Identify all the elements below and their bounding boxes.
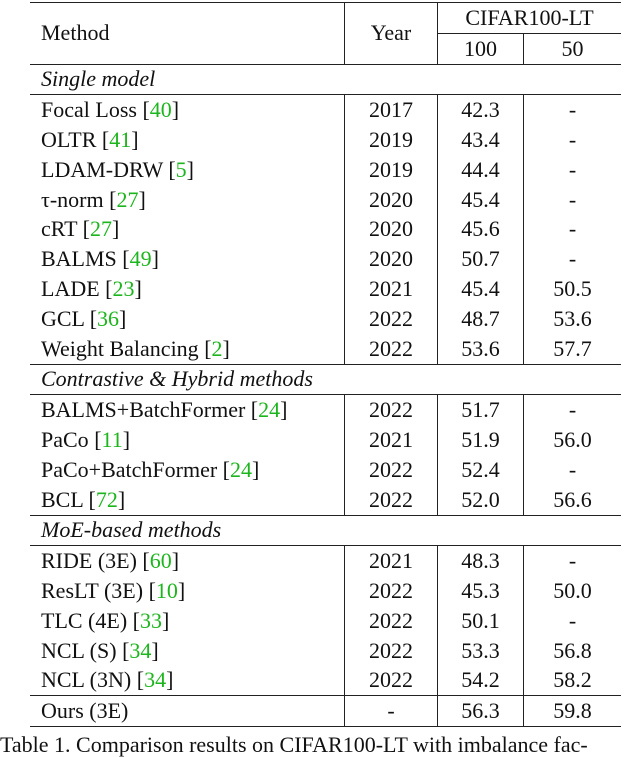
method-name: Focal Loss [41,97,137,123]
value-50-cell: 50.0 [524,576,622,606]
method-name: Weight Balancing [41,335,199,361]
year-cell: 2021 [345,546,438,576]
table-row [30,125,621,155]
citation-ref: 40 [149,97,172,123]
year-cell: 2022 [345,666,438,696]
method-cell: OLTR [41] [41,127,139,153]
citation-ref: 41 [109,127,132,153]
value-50-cell: - [524,125,622,155]
ours-value-100-cell: 56.3 [438,696,524,727]
method-name: ResLT (3E) [41,578,144,604]
table-row [30,666,621,696]
value-100-cell: 45.3 [438,576,524,606]
table-row [30,274,621,304]
value-50-cell: - [524,95,622,125]
table-row [30,636,621,666]
value-100-cell: 51.9 [438,425,524,455]
ours-row [30,696,621,727]
citation-ref: 24 [230,456,252,482]
method-cell: τ-norm [27] [41,186,146,212]
method-name: τ-norm [41,186,104,212]
value-100-cell: 44.4 [438,155,524,185]
value-100-cell: 45.6 [438,215,524,245]
results-table [30,2,621,727]
method-cell: GCL [36] [41,305,127,331]
citation-ref: 2 [211,335,223,361]
table-row [30,155,621,185]
value-50-cell: - [524,244,622,274]
ours-year-cell: - [345,696,438,727]
method-name: BCL [41,486,83,512]
table-row [30,95,621,125]
year-cell: 2022 [345,606,438,636]
header-col-100: 100 [438,33,524,64]
value-100-cell: 43.4 [438,125,524,155]
table-row [30,334,621,364]
method-name: RIDE (3E) [41,548,137,574]
year-cell: 2019 [345,155,438,185]
table-row [30,425,621,455]
value-50-cell: - [524,215,622,245]
year-cell: 2017 [345,95,438,125]
method-cell: cRT [27] [41,216,120,242]
table-row [30,546,621,576]
method-cell: BALMS [49] [41,246,159,272]
citation-ref: 34 [144,667,167,693]
method-cell: LADE [23] [41,276,142,302]
year-cell: 2020 [345,185,438,215]
citation-ref: 49 [129,246,152,272]
method-name: BALMS [41,246,117,272]
value-50-cell: 56.8 [524,636,622,666]
value-100-cell: 53.6 [438,334,524,364]
method-cell: RIDE (3E) [60] [41,548,180,574]
method-name: BALMS+BatchFormer [41,397,246,423]
value-50-cell: - [524,455,622,485]
value-50-cell: 58.2 [524,666,622,696]
value-100-cell: 51.7 [438,395,524,425]
table-caption: Table 1. Comparison results on CIFAR100-LT with imbalance fac- [0,732,588,757]
table-row [30,485,621,515]
value-100-cell: 45.4 [438,185,524,215]
value-50-cell: - [524,546,622,576]
value-100-cell: 50.7 [438,244,524,274]
table-row [30,576,621,606]
value-100-cell: 42.3 [438,95,524,125]
section-title: MoE-based methods [41,517,222,543]
section-header-row [30,364,621,395]
method-name: OLTR [41,127,97,153]
results-table-body [30,3,621,727]
year-cell: 2022 [345,485,438,515]
value-50-cell: 53.6 [524,304,622,334]
method-cell: NCL (3N) [34] [41,667,174,693]
table-row [30,606,621,636]
value-100-cell: 52.4 [438,455,524,485]
year-cell: 2020 [345,215,438,245]
method-name: LADE [41,276,100,302]
value-50-cell: - [524,606,622,636]
citation-ref: 5 [175,156,187,182]
year-cell: 2021 [345,425,438,455]
year-cell: 2022 [345,636,438,666]
value-100-cell: 48.3 [438,546,524,576]
method-cell: LDAM-DRW [5] [41,156,194,182]
method-cell: NCL (S) [34] [41,637,159,663]
method-cell: TLC (4E) [33] [41,607,170,633]
value-100-cell: 45.4 [438,274,524,304]
citation-ref: 24 [258,397,281,423]
method-name: PaCo+BatchFormer [41,456,218,482]
method-cell: Weight Balancing [2] [41,335,230,361]
year-cell: 2022 [345,576,438,606]
table-row [30,395,621,425]
citation-ref: 33 [139,607,162,633]
value-50-cell: 56.0 [524,425,622,455]
ours-value-50-cell: 59.8 [524,696,622,727]
citation-ref: 36 [97,305,120,331]
method-name: TLC (4E) [41,607,128,633]
header-col-50: 50 [524,33,622,64]
method-name: cRT [41,216,78,242]
table-row [30,185,621,215]
year-cell: 2022 [345,395,438,425]
method-cell: PaCo+BatchFormer [24] [41,456,260,482]
year-cell: 2019 [345,125,438,155]
year-cell: 2021 [345,274,438,304]
method-name: GCL [41,305,85,331]
value-50-cell: - [524,185,622,215]
citation-ref: 34 [129,637,152,663]
value-100-cell: 50.1 [438,606,524,636]
section-header-row [30,64,621,95]
header-dataset: CIFAR100-LT [438,3,622,34]
value-100-cell: 48.7 [438,304,524,334]
citation-ref: 23 [112,276,135,302]
header-row [30,3,621,34]
method-name: LDAM-DRW [41,156,163,182]
citation-ref: 27 [116,186,139,212]
year-cell: 2022 [345,304,438,334]
section-title: Contrastive & Hybrid methods [41,366,313,392]
method-name: PaCo [41,427,89,453]
method-cell: BALMS+BatchFormer [24] [41,397,288,423]
value-50-cell: 50.5 [524,274,622,304]
year-cell: 2022 [345,455,438,485]
header-method: Method [41,20,110,46]
year-cell: 2022 [345,334,438,364]
citation-ref: 27 [90,216,112,242]
citation-ref: 72 [95,486,118,512]
table-row [30,215,621,245]
table-row [30,304,621,334]
citation-ref: 11 [101,427,123,453]
table-row [30,244,621,274]
value-50-cell: 56.6 [524,485,622,515]
method-cell: BCL [72] [41,486,126,512]
method-name: NCL (3N) [41,667,132,693]
year-cell: 2020 [345,244,438,274]
table-row [30,455,621,485]
section-header-row [30,515,621,546]
method-name: NCL (S) [41,637,117,663]
value-100-cell: 54.2 [438,666,524,696]
method-cell: Focal Loss [40] [41,97,180,123]
value-100-cell: 53.3 [438,636,524,666]
value-50-cell: - [524,155,622,185]
method-cell: PaCo [11] [41,427,131,453]
header-year: Year [345,3,438,65]
citation-ref: 60 [149,548,172,574]
value-50-cell: - [524,395,622,425]
ours-method-cell: Ours (3E) [41,698,129,724]
citation-ref: 10 [155,578,178,604]
value-50-cell: 57.7 [524,334,622,364]
section-title: Single model [41,66,156,92]
value-100-cell: 52.0 [438,485,524,515]
method-cell: ResLT (3E) [10] [41,578,186,604]
